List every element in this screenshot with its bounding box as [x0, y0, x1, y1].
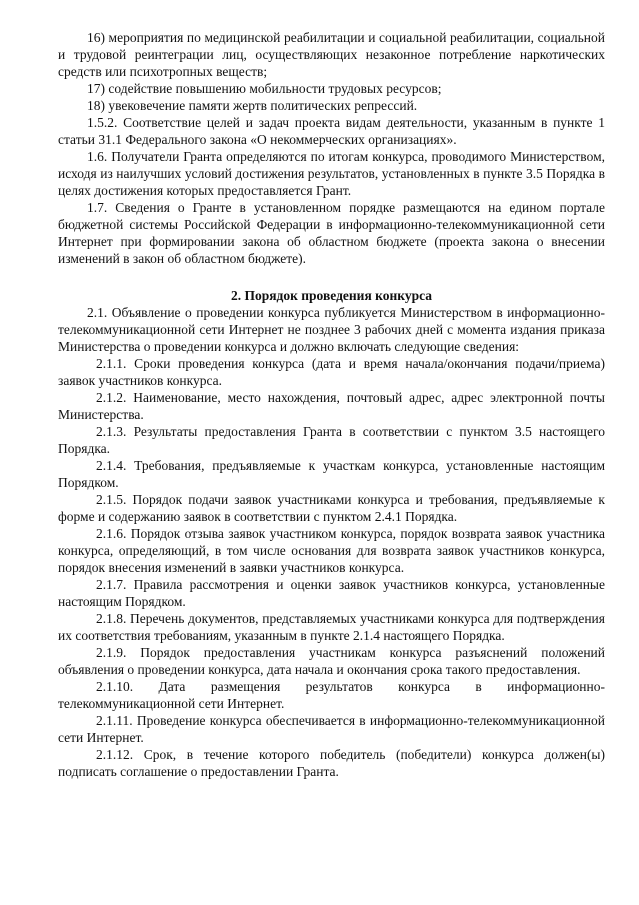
- paragraph-2-1-3: 2.1.3. Результаты предоставления Гранта в соответствии с пунктом 3.5 настоящего Порядка.: [58, 424, 605, 456]
- paragraph-item-16: 16) мероприятия по медицинской реабилитации и социальной реабилитации, социальной и трудовой реинтеграции лиц, осуществляющих незаконное потребление наркотических средств или психотропных веществ;: [58, 30, 605, 79]
- paragraph-1-6: 1.6. Получатели Гранта определяются по итогам конкурса, проводимого Министерством, исходя из наилучших условий достижения результатов, установленных в пункте 3.5 Порядка в целях достижения которых предоставляется Грант.: [58, 149, 605, 198]
- paragraph-2-1-10: 2.1.10. Дата размещения результатов конкурса в информационно-телекоммуникационной сети Интернет.: [58, 679, 605, 711]
- paragraph-2-1-9: 2.1.9. Порядок предоставления участникам конкурса разъяснений положений объявления о проведении конкурса, дата начала и окончания срока такого предоставления.: [58, 645, 605, 677]
- paragraph-2-1-11: 2.1.11. Проведение конкурса обеспечивается в информационно-телекоммуникационной сети Интернет.: [58, 713, 605, 745]
- paragraph-2-1-6: 2.1.6. Порядок отзыва заявок участником конкурса, порядок возврата заявок участника конкурса, определяющий, в том числе основания для возврата заявок участников конкурса, порядок внесения изменений в заявки участников конкурса.: [58, 526, 605, 575]
- paragraph-item-17: 17) содействие повышению мобильности трудовых ресурсов;: [87, 81, 442, 96]
- paragraph-2-1-1: 2.1.1. Сроки проведения конкурса (дата и время начала/окончания подачи/приема) заявок участников конкурса.: [58, 356, 605, 388]
- paragraph-1-5-2: 1.5.2. Соответствие целей и задач проекта видам деятельности, указанным в пункте 1 статьи 31.1 Федерального закона «О некоммерческих организациях».: [58, 115, 605, 147]
- paragraph-2-1-4: 2.1.4. Требования, предъявляемые к участкам конкурса, установленные настоящим Порядком.: [58, 458, 605, 490]
- section-heading: 2. Порядок проведения конкурса: [230, 288, 433, 303]
- paragraph-2-1: 2.1. Объявление о проведении конкурса публикуется Министерством в информационно-телекоммуникационной сети Интернет не позднее 3 рабочих дней с момента издания приказа Министерства о проведении конкурса и должно включать следующие сведения:: [58, 305, 605, 354]
- paragraph-item-18: 18) увековечение памяти жертв политических репрессий.: [87, 98, 418, 113]
- paragraph-2-1-2: 2.1.2. Наименование, место нахождения, почтовый адрес, адрес электронной почты Министерства.: [58, 390, 605, 422]
- paragraph-2-1-5: 2.1.5. Порядок подачи заявок участниками конкурса и требования, предъявляемые к форме и содержанию заявок в соответствии с пунктом 2.4.1 Порядка.: [58, 492, 605, 524]
- paragraph-1-7: 1.7. Сведения о Гранте в установленном порядке размещаются на едином портале бюджетной системы Российской Федерации в информационно-телекоммуникационной сети Интернет при формировании закона об областном бюджете (проекта закона о внесении изменений в закон об областном бюджете).: [58, 200, 605, 266]
- paragraph-2-1-7: 2.1.7. Правила рассмотрения и оценки заявок участников конкурса, установленные настоящим Порядком.: [58, 577, 605, 609]
- paragraph-2-1-12: 2.1.12. Срок, в течение которого победитель (победители) конкурса должен(ы) подписать соглашение о предоставлении Гранта.: [58, 747, 605, 779]
- paragraph-2-1-8: 2.1.8. Перечень документов, представляемых участниками конкурса для подтверждения их соответствия требованиям, указанным в пункте 2.1.4 настоящего Порядка.: [58, 611, 605, 643]
